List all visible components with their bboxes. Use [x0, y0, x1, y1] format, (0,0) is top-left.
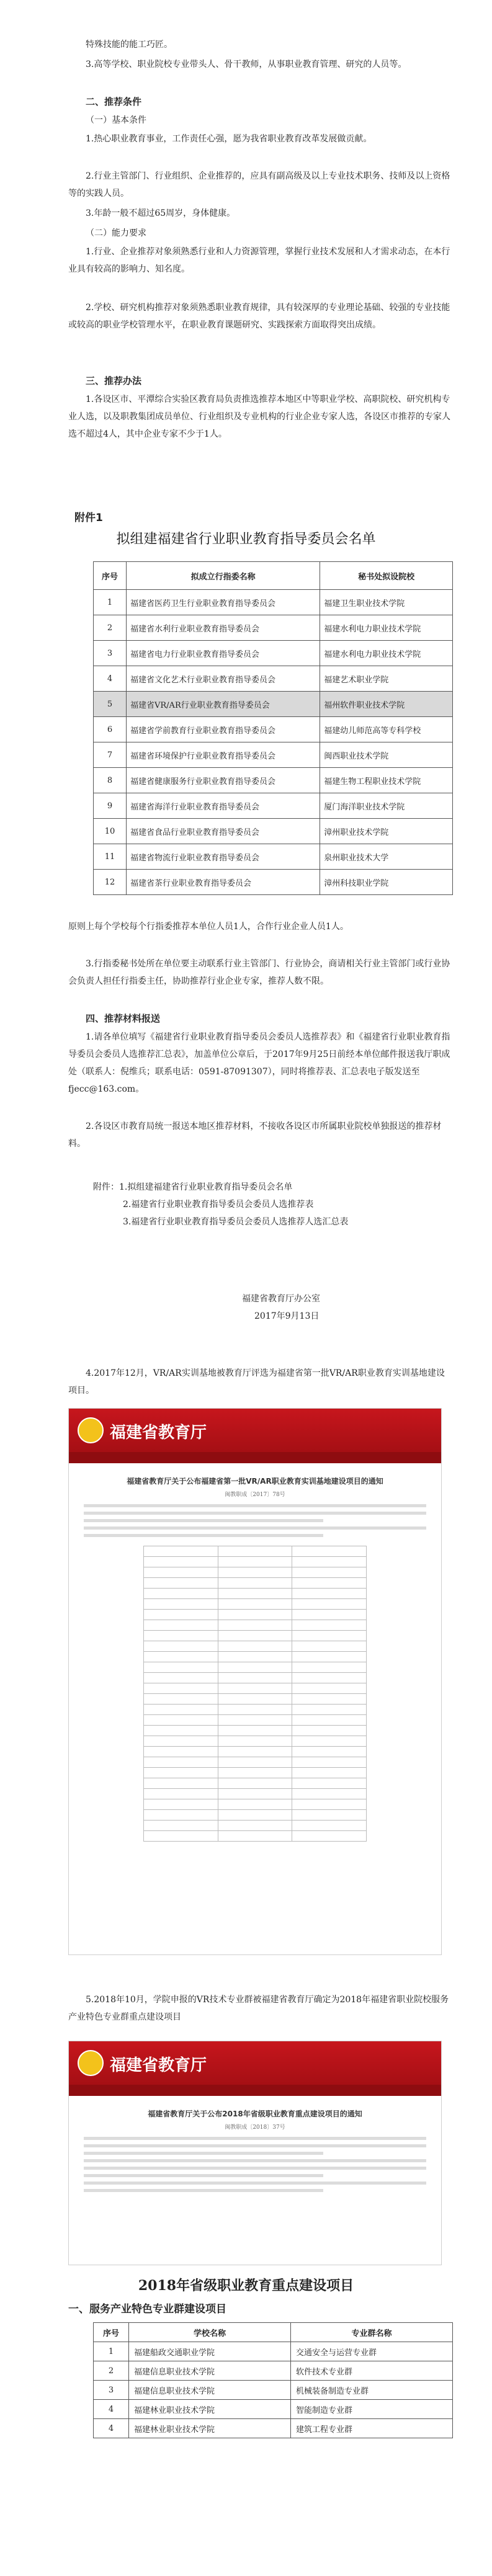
attachment-line: 附件：1.拟组建福建省行业职业教育指导委员会名单	[93, 1182, 293, 1192]
cell-no: 3	[94, 641, 127, 666]
appendix-label: 附件1	[74, 512, 103, 524]
cell-no: 3	[94, 2381, 129, 2400]
notice-docno: 闽教职成〔2017〕78号	[225, 1492, 285, 1498]
table-row	[94, 717, 453, 742]
cell-school: 福建生物工程职业技术学院	[320, 768, 453, 793]
cell-school: 漳州科技职业学院	[320, 870, 453, 895]
table-row	[94, 870, 453, 895]
cell-no: 2	[94, 2361, 129, 2381]
site-nav	[69, 1452, 441, 1463]
notice-screenshot	[68, 1408, 442, 1955]
table-row	[94, 768, 453, 793]
table-row	[94, 2361, 453, 2381]
cell-name: 福建省学前教育行业职业教育指导委员会	[127, 717, 320, 742]
cell-school: 福建林业职业技术学院	[129, 2419, 291, 2438]
col-header: 序号	[94, 562, 127, 590]
table-row	[94, 590, 453, 615]
paragraph: 2.各设区市教育局统一报送本地区推荐材料，不接收各设区市所属职业院校单独报送的推荐材料。	[68, 1121, 442, 1149]
table-row	[94, 666, 453, 692]
paragraph: 2.学校、研究机构推荐对象须熟悉职业教育规律，具有较深厚的专业理论基础、较强的专业技能或较高的职业学校管理水平，在职业教育课题研究、实践探索方面取得突出成绩。	[68, 303, 450, 330]
paragraph: 5.2018年10月，学院申报的VR技术专业群被福建省教育厅确定为2018年福建省职业院校服务产业特色专业群重点建设项目	[68, 1995, 449, 2022]
cell-school: 漳州职业技术学院	[320, 819, 453, 844]
notice-docno: 闽教职成〔2018〕37号	[225, 2124, 285, 2131]
site-name: 福建省教育厅	[110, 2056, 207, 2075]
cell-name: 福建省健康服务行业职业教育指导委员会	[127, 768, 320, 793]
attachment-line: 2.福建省行业职业教育指导委员会委员人选推荐表	[123, 1200, 314, 1210]
cell-name: 福建省水利行业职业教育指导委员会	[127, 615, 320, 641]
cell-no: 9	[94, 793, 127, 819]
emblem-icon	[78, 1417, 104, 1443]
notice-title: 福建省教育厅关于公布福建省第一批VR/AR职业教育实训基地建设项目的通知	[127, 1477, 383, 1486]
paragraph: 3.高等学校、职业院校专业带头人、骨干教师，从事职业教育管理、研究的人员等。	[86, 60, 407, 69]
cell-name: 福建省茶行业职业教育指导委员会	[127, 870, 320, 895]
cell-no: 2	[94, 615, 127, 641]
col-header: 秘书处拟设院校	[320, 562, 453, 590]
cell-group: 机械装备制造专业群	[291, 2381, 453, 2400]
cell-name: 福建省食品行业职业教育指导委员会	[127, 819, 320, 844]
paragraph: 2.行业主管部门、行业组织、企业推荐的，应具有副高级及以上专业技术职务、技师及以上资格等的实践人员。	[68, 171, 450, 198]
cell-name: 福建省文化艺术行业职业教育指导委员会	[127, 666, 320, 692]
paragraph: 1.各设区市、平潭综合实验区教育局负责推选推荐本地区中等职业学校、高职院校、研究机构专业人选，以及职教集团成员单位、行业组织及专业机构的行业企业专家人选，各设区市推荐的专家人选不超过4人，其中企业专家不少于1人。	[68, 394, 450, 439]
paragraph: 3.年龄一般不超过65周岁，身体健康。	[86, 208, 236, 218]
site-nav	[69, 2085, 441, 2096]
cell-name: 福建省医药卫生行业职业教育指导委员会	[127, 590, 320, 615]
table-row	[94, 819, 453, 844]
col-header: 学校名称	[129, 2323, 291, 2342]
cell-school: 闽西职业技术学院	[320, 742, 453, 768]
table-row	[94, 844, 453, 870]
table-row	[94, 2400, 453, 2419]
table-row	[94, 615, 453, 641]
table-row	[94, 793, 453, 819]
cell-no: 11	[94, 844, 127, 870]
section-heading: 三、推荐办法	[86, 375, 142, 386]
paragraph: 特殊技能的能工巧匠。	[86, 40, 172, 50]
table-row	[94, 641, 453, 666]
cell-no: 7	[94, 742, 127, 768]
cell-name: 福建省电力行业职业教育指导委员会	[127, 641, 320, 666]
key-project-title: 2018年省级职业教育重点建设项目	[138, 2278, 354, 2294]
cell-no: 1	[94, 2342, 129, 2361]
cell-no: 4	[94, 666, 127, 692]
cell-name: 福建省环境保护行业职业教育指导委员会	[127, 742, 320, 768]
paragraph: 1.请各单位填写《福建省行业职业教育指导委员会委员人选推荐表》和《福建省行业职业教育指导委员会委员人选推荐汇总表》，加盖单位公章后，于2017年9月25日前经本单位邮件报送我厅职成处（联系人：倪维兵；联系电话：0591-87091307），同时将推荐表、汇总表电子版发送至fjecc@163.com。	[68, 1032, 450, 1094]
appendix-table	[93, 561, 453, 895]
cell-school: 福州软件职业技术学院	[320, 692, 453, 717]
cell-group: 交通安全与运营专业群	[291, 2342, 453, 2361]
cell-name: 福建省VR/AR行业职业教育指导委员会	[127, 692, 320, 717]
paragraph: 1.热心职业教育事业，工作责任心强，愿为我省职业教育改革发展做贡献。	[86, 134, 372, 144]
col-header: 拟成立行指委名称	[127, 562, 320, 590]
cell-name: 福建省海洋行业职业教育指导委员会	[127, 793, 320, 819]
cell-group: 智能制造专业群	[291, 2400, 453, 2419]
key-project-table	[93, 2322, 453, 2438]
cell-no: 10	[94, 819, 127, 844]
paragraph: 原则上每个学校每个行指委推荐本单位人员1人，合作行业企业人员1人。	[68, 922, 349, 932]
cell-school: 泉州职业技术大学	[320, 844, 453, 870]
cell-school: 福建信息职业技术学院	[129, 2381, 291, 2400]
cell-no: 12	[94, 870, 127, 895]
subsection-heading: （一）基本条件	[86, 115, 146, 125]
cell-school: 福建信息职业技术学院	[129, 2361, 291, 2381]
notice-screenshot	[68, 2041, 442, 2265]
subsection-heading: （二）能力要求	[86, 228, 146, 238]
cell-school: 福建艺术职业学院	[320, 666, 453, 692]
section-heading: 四、推荐材料报送	[86, 1013, 161, 1024]
cell-school: 福建卫生职业技术学院	[320, 590, 453, 615]
cell-group: 软件技术专业群	[291, 2361, 453, 2381]
paragraph: 4.2017年12月，VR/AR实训基地被教育厅评选为福建省第一批VR/AR职业教育实训基地建设项目。	[68, 1368, 445, 1396]
site-banner	[69, 2041, 441, 2085]
emblem-icon	[78, 2050, 104, 2076]
cell-school: 福建水利电力职业技术学院	[320, 615, 453, 641]
paragraph: 1.行业、企业推荐对象须熟悉行业和人力资源管理，掌握行业技术发展和人才需求动态，在本行业具有较高的影响力、知名度。	[68, 247, 450, 274]
table-row	[94, 2381, 453, 2400]
table-row	[94, 742, 453, 768]
site-banner	[69, 1409, 441, 1452]
key-project-section: 一、服务产业特色专业群建设项目	[68, 2303, 226, 2315]
cell-no: 6	[94, 717, 127, 742]
col-header: 序号	[94, 2323, 129, 2342]
site-name: 福建省教育厅	[110, 1424, 207, 1442]
appendix-title: 拟组建福建省行业职业教育指导委员会名单	[116, 532, 376, 547]
paragraph: 3.行指委秘书处所在单位要主动联系行业主管部门、行业协会，商请相关行业主管部门或行业协会负责人担任行指委主任，协助推荐行业企业专家，推荐人数不限。	[68, 959, 450, 986]
sign-date: 2017年9月13日	[254, 1311, 320, 1321]
cell-group: 建筑工程专业群	[291, 2419, 453, 2438]
cell-school: 福建幼儿师范高等专科学校	[320, 717, 453, 742]
cell-no: 1	[94, 590, 127, 615]
cell-no: 4	[94, 2419, 129, 2438]
table-row-highlighted	[94, 692, 453, 717]
cell-no: 8	[94, 768, 127, 793]
cell-school: 厦门海洋职业技术学院	[320, 793, 453, 819]
signer: 福建省教育厅办公室	[242, 1294, 320, 1304]
cell-school: 福建林业职业技术学院	[129, 2400, 291, 2419]
table-row	[94, 2419, 453, 2438]
list-table	[143, 1546, 367, 1842]
cell-no: 4	[94, 2400, 129, 2419]
notice-title: 福建省教育厅关于公布2018年省级职业教育重点建设项目的通知	[148, 2110, 362, 2118]
cell-no: 5	[94, 692, 127, 717]
cell-school: 福建水利电力职业技术学院	[320, 641, 453, 666]
section-heading: 二、推荐条件	[86, 96, 142, 107]
table-row	[94, 2342, 453, 2361]
col-header: 专业群名称	[291, 2323, 453, 2342]
cell-name: 福建省物流行业职业教育指导委员会	[127, 844, 320, 870]
cell-school: 福建船政交通职业学院	[129, 2342, 291, 2361]
attachment-line: 3.福建省行业职业教育指导委员会委员人选推荐人选汇总表	[123, 1217, 349, 1227]
